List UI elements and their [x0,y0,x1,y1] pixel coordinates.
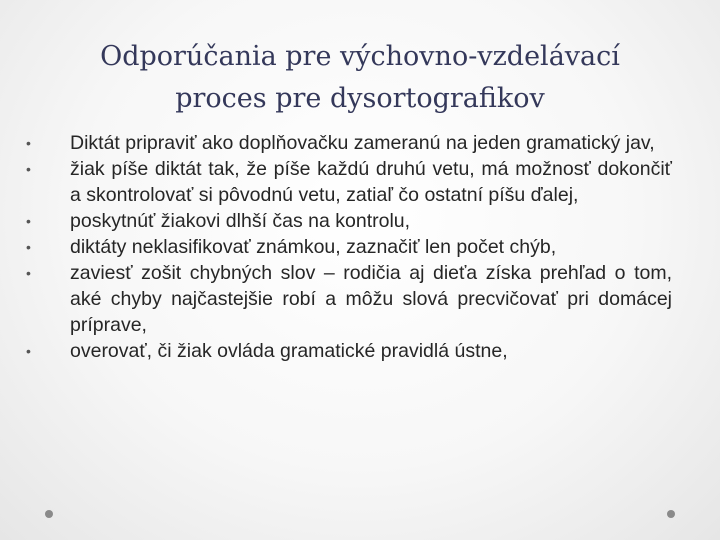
bullet-item [22,130,672,156]
bullet-item [22,338,672,364]
bullet-item [22,234,672,260]
bullet-list [22,130,672,364]
bullet-text: overovať, či žiak ovláda gramatické pravidlá ústne, [70,340,508,362]
bullet-item [22,260,672,338]
bullet-icon: • [26,343,31,359]
corner-dot-left-icon [45,510,53,518]
bullet-icon: • [26,213,31,229]
title-line-1: Odporúčania pre výchovno-vzdelávací [100,41,620,72]
bullet-text: Diktát pripraviť ako doplňovačku zameranú na jeden gramatický jav, [70,132,655,154]
bullet-icon: • [26,239,31,255]
bullet-text: poskytnúť žiakovi dlhší čas na kontrolu, [70,210,411,232]
bullet-text: žiak píše diktát tak, že píše každú druhú vetu, má možnosť dokončiť a skontrolovať si pôvodnú vetu, zatiaľ čo ostatní píšu ďalej, [70,158,672,206]
bullet-icon: • [26,265,31,281]
bullet-item [22,156,672,208]
bullet-text: diktáty neklasifikovať známkou, zaznačiť len počet chýb, [70,236,557,258]
corner-dot-right-icon [667,510,675,518]
slide-title [40,36,680,120]
bullet-text: zaviesť zošit chybných slov – rodičia aj dieťa získa prehľad o tom, aké chyby najčastejšie robí a môžu slová precvičovať pri domácej príprave, [70,262,672,336]
bullet-item [22,208,672,234]
bullet-icon: • [26,161,31,177]
bullet-icon: • [26,135,31,151]
title-line-2: proces pre dysortografikov [175,83,545,114]
